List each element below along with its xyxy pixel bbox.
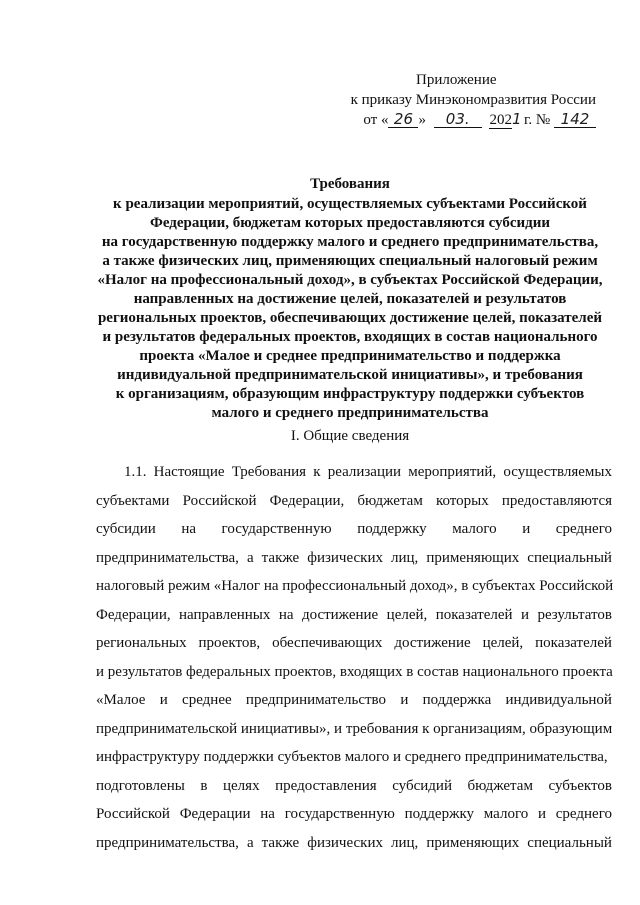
body-word: и [522, 521, 531, 537]
body-word: и [537, 806, 547, 822]
body-word: целей, [386, 606, 428, 623]
body-word: предпринимательства, [96, 549, 239, 566]
body-word: предоставляются [501, 492, 612, 509]
body-word: поддержку [404, 806, 475, 822]
body-word: налоговый режим «Налог на профессиональный доход», в субъектах Российской [96, 578, 614, 594]
body-word: поддержка [422, 692, 492, 708]
body-word: среднего [555, 521, 612, 537]
body-word: субъектов [548, 777, 612, 794]
body-word: применяющих [426, 834, 520, 851]
body-line [96, 800, 612, 829]
title-line: направленных на достижение целей, показателей и результатов [133, 291, 567, 307]
body-word: а [246, 834, 254, 851]
body-word: реализации [327, 464, 402, 480]
body-word: Требования [231, 464, 307, 480]
body-word: также [261, 834, 300, 851]
body-word: применяющих [426, 549, 520, 566]
body-line [96, 658, 612, 687]
body-word: которых [435, 492, 489, 509]
body-word: предоставления [275, 777, 377, 794]
body-word: и [159, 692, 168, 708]
body-line [96, 686, 612, 715]
body-word: Федерации [179, 806, 251, 822]
body-word: мероприятий, [408, 464, 497, 480]
title-line: «Налог на профессиональный доход», в субъектах Российской Федерации, [97, 272, 603, 288]
title-line: малого и среднего предпринимательства [211, 405, 489, 421]
handwritten-month: 03. [434, 111, 482, 128]
title-line: а также физических лиц, применяющих специальный налоговый режим [102, 253, 598, 269]
body-line [96, 629, 612, 658]
title-line: Федерации, бюджетам которых предоставляются субсидии [149, 215, 551, 231]
body-word: государственную [221, 521, 332, 537]
body-word: лиц, [391, 834, 419, 851]
body-word: достижение [301, 606, 379, 623]
body-word: государственную [284, 806, 395, 822]
title-line: к реализации мероприятий, осуществляемых субъектами Российской [113, 196, 587, 212]
body-word: предпринимательство [245, 692, 387, 708]
body-word: Федерации, [96, 606, 171, 623]
body-word: и [520, 606, 530, 623]
body-word: к [313, 464, 321, 480]
body-line [96, 487, 612, 516]
body-line [96, 572, 612, 601]
body-word: направленных [179, 606, 271, 623]
document-title [60, 175, 640, 423]
body-word: региональных [96, 635, 187, 651]
section-heading: I. Общие сведения [290, 428, 410, 444]
title-main: Требования [310, 176, 390, 192]
body-line [96, 743, 612, 772]
body-word: 1.1. [124, 464, 147, 480]
body-word: физических [307, 549, 383, 566]
title-line: индивидуальной предпринимательской инициативы», и требования [117, 367, 583, 383]
date-prefix: от « [363, 112, 389, 128]
body-word: субсидий [392, 777, 452, 794]
body-word: Российской [182, 492, 257, 509]
body-word: физических [307, 834, 383, 851]
body-paragraph [96, 458, 612, 857]
appendix-label: Приложение [416, 72, 497, 88]
title-line: проекта «Малое и среднее предпринимательство и поддержка [139, 348, 561, 364]
body-word: на [181, 521, 196, 537]
body-word: Федерации, [269, 492, 345, 509]
body-word: целях [223, 777, 260, 794]
body-line [96, 601, 612, 630]
appendix-block [316, 70, 596, 130]
body-line [96, 544, 612, 573]
body-word: индивидуальной [505, 692, 612, 708]
body-word: на [260, 806, 275, 822]
handwritten-order-number: 142 [554, 111, 596, 128]
body-word: и [400, 692, 409, 708]
appendix-date-line [316, 110, 596, 130]
body-word: на [278, 606, 294, 623]
body-line [96, 458, 612, 487]
body-word: субъектами [96, 492, 170, 509]
year-prefix: 202 [489, 112, 512, 128]
body-word: проектов, [198, 635, 261, 651]
title-line: на государственную поддержку малого и среднего предпринимательства, [101, 234, 599, 250]
body-word: среднее [182, 692, 232, 708]
date-mid: » [418, 112, 426, 128]
body-word: поддержку [357, 521, 427, 537]
title-line: региональных проектов, обеспечивающих достижение целей, показателей [97, 310, 603, 326]
title-line: и результатов федеральных проектов, входящих в состав национального [102, 329, 598, 345]
body-word: также [261, 549, 300, 566]
body-word: в [200, 777, 208, 794]
body-word: достижение [394, 635, 471, 651]
body-word: предпринимательской инициативы», и требования к организациям, образующим [96, 720, 613, 737]
body-word: показателей [535, 635, 612, 651]
handwritten-day: 26 [388, 111, 418, 128]
body-word: целей, [482, 635, 524, 651]
body-word: среднего [555, 806, 612, 822]
body-word: Российской [96, 806, 170, 822]
body-word: бюджетам [357, 492, 423, 509]
body-line [96, 715, 612, 744]
body-line [96, 515, 612, 544]
body-word: малого [452, 521, 497, 537]
body-word: субсидии [96, 521, 156, 537]
body-word: предпринимательства, [96, 834, 239, 851]
title-line: к организациям, образующим инфраструктуру поддержки субъектов [115, 386, 585, 402]
body-word: подготовлены [96, 777, 185, 794]
body-word: осуществляемых [503, 464, 612, 480]
body-word: результатов [537, 606, 612, 623]
body-word: малого [483, 806, 529, 822]
body-word: Настоящие [153, 464, 225, 480]
body-word: «Малое [96, 692, 146, 708]
body-word: специальный [527, 549, 612, 566]
body-word: и результатов федеральных проектов, входящих в состав национального проекта [96, 663, 613, 680]
appendix-order-ref: к приказу Минэкономразвития России [350, 92, 596, 108]
body-word: специальный [527, 834, 612, 851]
body-word: лиц, [391, 549, 419, 566]
body-word: показателей [435, 606, 513, 623]
handwritten-year-digit: 1 [511, 110, 522, 128]
body-word: а [246, 549, 254, 566]
year-end: г. № [523, 112, 551, 128]
body-line [96, 772, 612, 801]
body-word: бюджетам [467, 777, 533, 794]
body-word: обеспечивающих [272, 635, 383, 651]
body-line [96, 829, 612, 858]
body-word: инфраструктуру поддержки субъектов малого и среднего предпринимательства, [96, 749, 608, 765]
